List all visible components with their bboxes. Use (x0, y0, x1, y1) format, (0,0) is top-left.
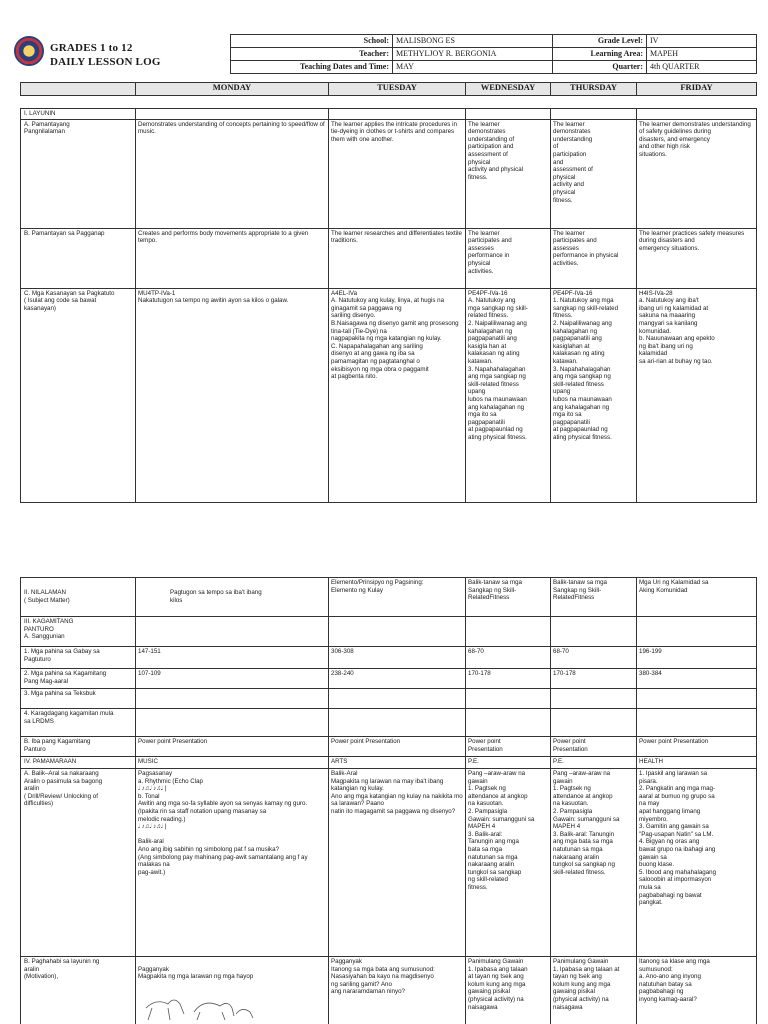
teacher-value: METHYLJOY R. BERGONIA (393, 48, 553, 61)
row-label-paghahabi-sa-layunin: B. Paghahabi sa layunin ng aralin (Motivation), (21, 957, 136, 1024)
animals-drawing-image (138, 988, 258, 1022)
row-label-pamamaraan: IV. PAMAMARAAN (21, 757, 136, 769)
cell-thu-lm-pages: 170-178 (551, 669, 637, 689)
row-label-kagamitang-pang-mag-aaral: 2. Mga pahina sa Kagamitang Pang Mag-aaral (21, 669, 136, 689)
grade-label: Grade Level: (553, 35, 647, 48)
cell-thu-lrdms (551, 709, 637, 737)
row-label-gabay-sa-pagtuturo: 1. Mga pahina sa Gabay sa Pagtuturo (21, 647, 136, 669)
cell-thu-other-materials: Power point Presentation (551, 737, 637, 757)
cell-thu-references (551, 617, 637, 647)
row-label-balik-aral: A. Balik–Aral sa nakaraang Aralin o pasimula sa bagong aralin ( Drill/Review/ Unlocking of difficulties) (21, 769, 136, 957)
day-header-monday: MONDAY (136, 83, 329, 96)
cell-mon-textbook (136, 689, 329, 709)
school-value: MALISBONG ES (393, 35, 553, 48)
cell-wed-performance-standard: The learner participates and assesses performance in physical activities. (466, 228, 551, 288)
day-header-thursday: THURSDAY (551, 83, 637, 96)
cell-wed-textbook (466, 689, 551, 709)
cell-tue-competencies: A4EL-IVa A. Natutukoy ang kulay, linya, at hugis na ginagamit sa paggawa ng sariling disenyo. B.Naisagawa ng disenyo gamit ang prosesong tina-tali (Tie-Dye) na nagpapakita ng mga katangian ng kulay. C. Napapahalagahan ang sariling disenyo at ang gawa ng iba sa pamamagitan ng pagtatanghal o eksibisyon ng mga obra o paggamit at pagbenta nito. (329, 288, 466, 502)
content-procedure-table (20, 577, 757, 1024)
cell-tue-review: Balik-Aral Magpakita ng larawan na may iba't ibang katangian ng kulay. Ano ang mga katangian ng kulay na nakikita mo sa larawan? Paano natin ito magagamit sa paggawa ng disenyo? (329, 769, 466, 957)
dates-value: MAY (393, 61, 553, 74)
cell-mon-lm-pages: 107-109 (136, 669, 329, 689)
row-label-lrdms: 4. Karagdagang kagamitan mula sa LRDMS (21, 709, 136, 737)
cell-mon-competencies: MU4TP-IVa-1 Nakatutugon sa tempo ng awitin ayon sa kilos o galaw. (136, 288, 329, 502)
cell-fri-tg-pages: 196-199 (637, 647, 757, 669)
area-value: MAPEH (647, 48, 757, 61)
grade-value: IV (647, 35, 757, 48)
cell-thu-subject-area: P.E. (551, 757, 637, 769)
quarter-label: Quarter: (553, 61, 647, 74)
cell-wed-subject-area: P.E. (466, 757, 551, 769)
cell-fri-motivation: Itanong sa klase ang mga sumusunod: a. Ano-ano ang inyong natutuhan batay sa pagbabahagi ng inyong kamag-aaral? (637, 957, 757, 1024)
cell-mon-lrdms (136, 709, 329, 737)
cell-fri-performance-standard: The learner practices safety measures during disasters and emergency situations. (637, 228, 757, 288)
brand-line-1: GRADES 1 to 12 (50, 42, 133, 54)
school-label: School: (231, 35, 393, 48)
cell-wed-competencies: PE4PF-IVa-16 A. Natutukoy ang mga sangkap ng skill- related fitness. 2. Naipaliliwanag ang kahalagahan ng pagpapanatili ang kasigla han at kalakasan ng ating katawan. 3. Napahahalagahan ang mga sangkap ng skill-related fitness upang lubos na maunawaan ang kahalagahan ng mga ito sa pagpapanatili at pagpapaunlad ng ating physical fitness. (466, 288, 551, 502)
cell-thu-subject-matter: Balik-tanaw sa mga Sangkap ng Skill- RelatedFitness (551, 578, 637, 617)
cell-mon-subject-area: MUSIC (136, 757, 329, 769)
cell-tue-lrdms (329, 709, 466, 737)
cell-fri-lrdms (637, 709, 757, 737)
teacher-label: Teacher: (231, 48, 393, 61)
day-header-row (20, 82, 757, 96)
cell-mon-motivation-text: Pagganyak Magpakita ng mga larawan ng mga hayop (138, 965, 254, 981)
day-header-friday: FRIDAY (637, 83, 757, 96)
cell-thu-performance-standard: The learner participates and assesses performance in physical activities. (551, 228, 637, 288)
cell-wed-review: Pang –araw-araw na gawain 1. Pagtsek ng attendance at angkop na kasuotan. 2. Pampasigla Gawain: sumangguni sa MAPEH 4 3. Balik-aral: Tanungin ang mga bata sa mga natutunan sa mga nakaraang aralin tungkol sa sangkap ng skill-related fitness. (466, 769, 551, 957)
cell-thu-competencies: PE4PF-IVa-16 1. Natutukoy ang mga sangkap ng skill-related fitness. 2. Naipaliliwanag ang kahalagahan ng pagpapanatili ang kasiglahan at kalakasan ng ating katawan. 3. Napahahalagahan ang mga sangkap ng skill-related fitness upang lubos na maunawaan ang kahalagahan ng mga ito sa pagpapanatili at pagpapaunlad ng ating physical fitness. (551, 288, 637, 502)
cell-wed-lm-pages: 170-178 (466, 669, 551, 689)
cell-fri-lm-pages: 380-384 (637, 669, 757, 689)
cell-mon-motivation (136, 957, 329, 1024)
cell-fri-references (637, 617, 757, 647)
cell-fri-content-standard: The learner demonstrates understanding of safety guidelines during disasters, and emergency and other high risk situations. (637, 119, 757, 228)
cell-tue-subject-area: ARTS (329, 757, 466, 769)
row-label-pamantayang-pangnilalaman: A. Pamantayang Pangnilalaman (21, 119, 136, 228)
area-label: Learning Area: (553, 48, 647, 61)
cell-thu-textbook (551, 689, 637, 709)
cell-fri-subject-matter: Mga Uri ng Kalamidad sa Aking Komunidad (637, 578, 757, 617)
cell-tue-references (329, 617, 466, 647)
cell-wed-other-materials: Power point Presentation (466, 737, 551, 757)
cell-mon-tg-pages: 147-151 (136, 647, 329, 669)
cell-mon-performance-standard: Creates and performs body movements appropriate to a given tempo. (136, 228, 329, 288)
row-label-kagamitang-panturo: III. KAGAMITANG PANTURO A. Sanggunian (21, 617, 136, 647)
cell-tue-content-standard: The learner applies the intricate procedures in tie-dyeing in clothes or t-shirts and compares them with one another. (329, 119, 466, 228)
brand-line-2: DAILY LESSON LOG (50, 56, 161, 68)
cell-tue-motivation: Pagganyak Itanong sa mga bata ang sumusunod: Nasasiyahan ba kayo na magdisenyo ng sariling gamit? Ano ang nararamdaman ninyo? (329, 957, 466, 1024)
cell-tue-subject-matter: Elemento/Prinsipyo ng Pagsining: Elemento ng Kulay (329, 578, 466, 617)
row-label-nilalaman: II. NILALAMAN ( Subject Matter) (21, 578, 136, 617)
row-label-kasanayan-sa-pagkatuto: C. Mga Kasanayan sa Pagkatuto ( Isulat ang code sa bawat kasanayan) (21, 288, 136, 502)
cell-tue-other-materials: Power point Presentation (329, 737, 466, 757)
cell-tue-lm-pages: 238-240 (329, 669, 466, 689)
cell-thu-review: Pang –araw-araw na gawain 1. Pagtsek ng attendance at angkop na kasuotan. 2. Pampasigla Gawain: sumangguni sa MAPEH 4 3. Balik-aral: Tanungin ang mga bata sa mga natutunan sa mga nakaraang aralin tungkol sa sangkap ng skill-related fitness. (551, 769, 637, 957)
dates-label: Teaching Dates and Time: (231, 61, 393, 74)
cell-mon-content-standard: Demonstrates understanding of concepts pertaining to speed/flow of music. (136, 119, 329, 228)
cell-tue-tg-pages: 306-308 (329, 647, 466, 669)
cell-wed-content-standard: The learner demonstrates understanding of participation and assessment of physical activity and physical fitness. (466, 119, 551, 228)
cell-thu-motivation: Panimulang Gawain 1. Ipabasa ang talaan at tayan ng tsek ang kolum kung ang mga gawaing pisikal (physical activity) na naisagawa (551, 957, 637, 1024)
row-label-iba-pang-kagamitang: B. Iba pang Kagamitang Panturo (21, 737, 136, 757)
cell-wed-motivation: Panimulang Gawain 1. Ipabasa ang talaan at tayan ng tsek ang kolum kung ang mga gawaing pisikal (physical activity) na naisagawa (466, 957, 551, 1024)
cell-fri-review: 1. Ipaskil ang larawan sa pisara. 2. Pangkatin ang mga mag- aaral at bumuo ng grupo sa na may apat hanggang limang miyembro. 3. Gamitin ang gawain sa "Pag-usapan Natin" sa LM. 4. Bigyan ng oras ang bawat grupo na ibahagi ang gawain sa buong klase. 5. Ibood ang mahahalagang salooobin at impormasyon mula sa pagbabahagi ng bawat pangkat. (637, 769, 757, 957)
cell-mon-review: Pagsasanay a. Rhythmic (Echo Clap 𝅘𝅥 ♪♫𝅘𝅥 ♪♫𝅘𝅥 | b. Tonal Awitin ang mga so-fa syllable ayon sa senyas kamay ng guro. (Ipakita rin sa staff notation upang masanay sa melodic reading.) 𝅘𝅥 ♪♫𝅘𝅥 ♪♫𝅘𝅥 | Balik-aral Ano ang ibig sabihin ng simbolong pat f sa musika? (Ang simbolong pay mahinang pag-awit samantalang ang f ay malakas na pag-awit.) (136, 769, 329, 957)
header-info-table (230, 34, 757, 74)
layunin-heading: I. LAYUNIN (21, 109, 136, 120)
day-header-wednesday: WEDNESDAY (466, 83, 551, 96)
row-label-pamantayan-sa-pagganap: B. Pamantayan sa Pagganap (21, 228, 136, 288)
cell-fri-subject-area: HEALTH (637, 757, 757, 769)
cell-fri-other-materials: Power point Presentation (637, 737, 757, 757)
cell-wed-subject-matter: Balik-tanaw sa mga Sangkap ng Skill- RelatedFitness (466, 578, 551, 617)
day-header-blank (21, 83, 136, 96)
cell-wed-references (466, 617, 551, 647)
cell-mon-references (136, 617, 329, 647)
objectives-table (20, 108, 757, 503)
cell-thu-content-standard: The learner demonstrates understanding of participation and assessment of physical activity and physical fitness. (551, 119, 637, 228)
cell-thu-tg-pages: 68-70 (551, 647, 637, 669)
cell-tue-performance-standard: The learner researches and differentiates textile traditions. (329, 228, 466, 288)
cell-wed-tg-pages: 68-70 (466, 647, 551, 669)
cell-wed-lrdms (466, 709, 551, 737)
day-header-tuesday: TUESDAY (329, 83, 466, 96)
cell-tue-textbook (329, 689, 466, 709)
quarter-value: 4th QUARTER (647, 61, 757, 74)
row-label-teksbuk: 3. Mga pahina sa Teksbuk (21, 689, 136, 709)
deped-seal-logo (14, 36, 44, 66)
cell-mon-other-materials: Power point Presentation (136, 737, 329, 757)
cell-fri-competencies: H4IS-IVa-28 a. Natutukoy ang iba't ibang uri ng kalamidad at sakuna na maaaring mangyari sa kanilang komunidad. b. Nauunawaan ang epekto ng iba't ibang uri ng kalamidad sa ari-rian at buhay ng tao. (637, 288, 757, 502)
cell-mon-subject-matter: Pagtugon sa tempo sa iba't ibang kilos (136, 578, 329, 617)
cell-fri-textbook (637, 689, 757, 709)
